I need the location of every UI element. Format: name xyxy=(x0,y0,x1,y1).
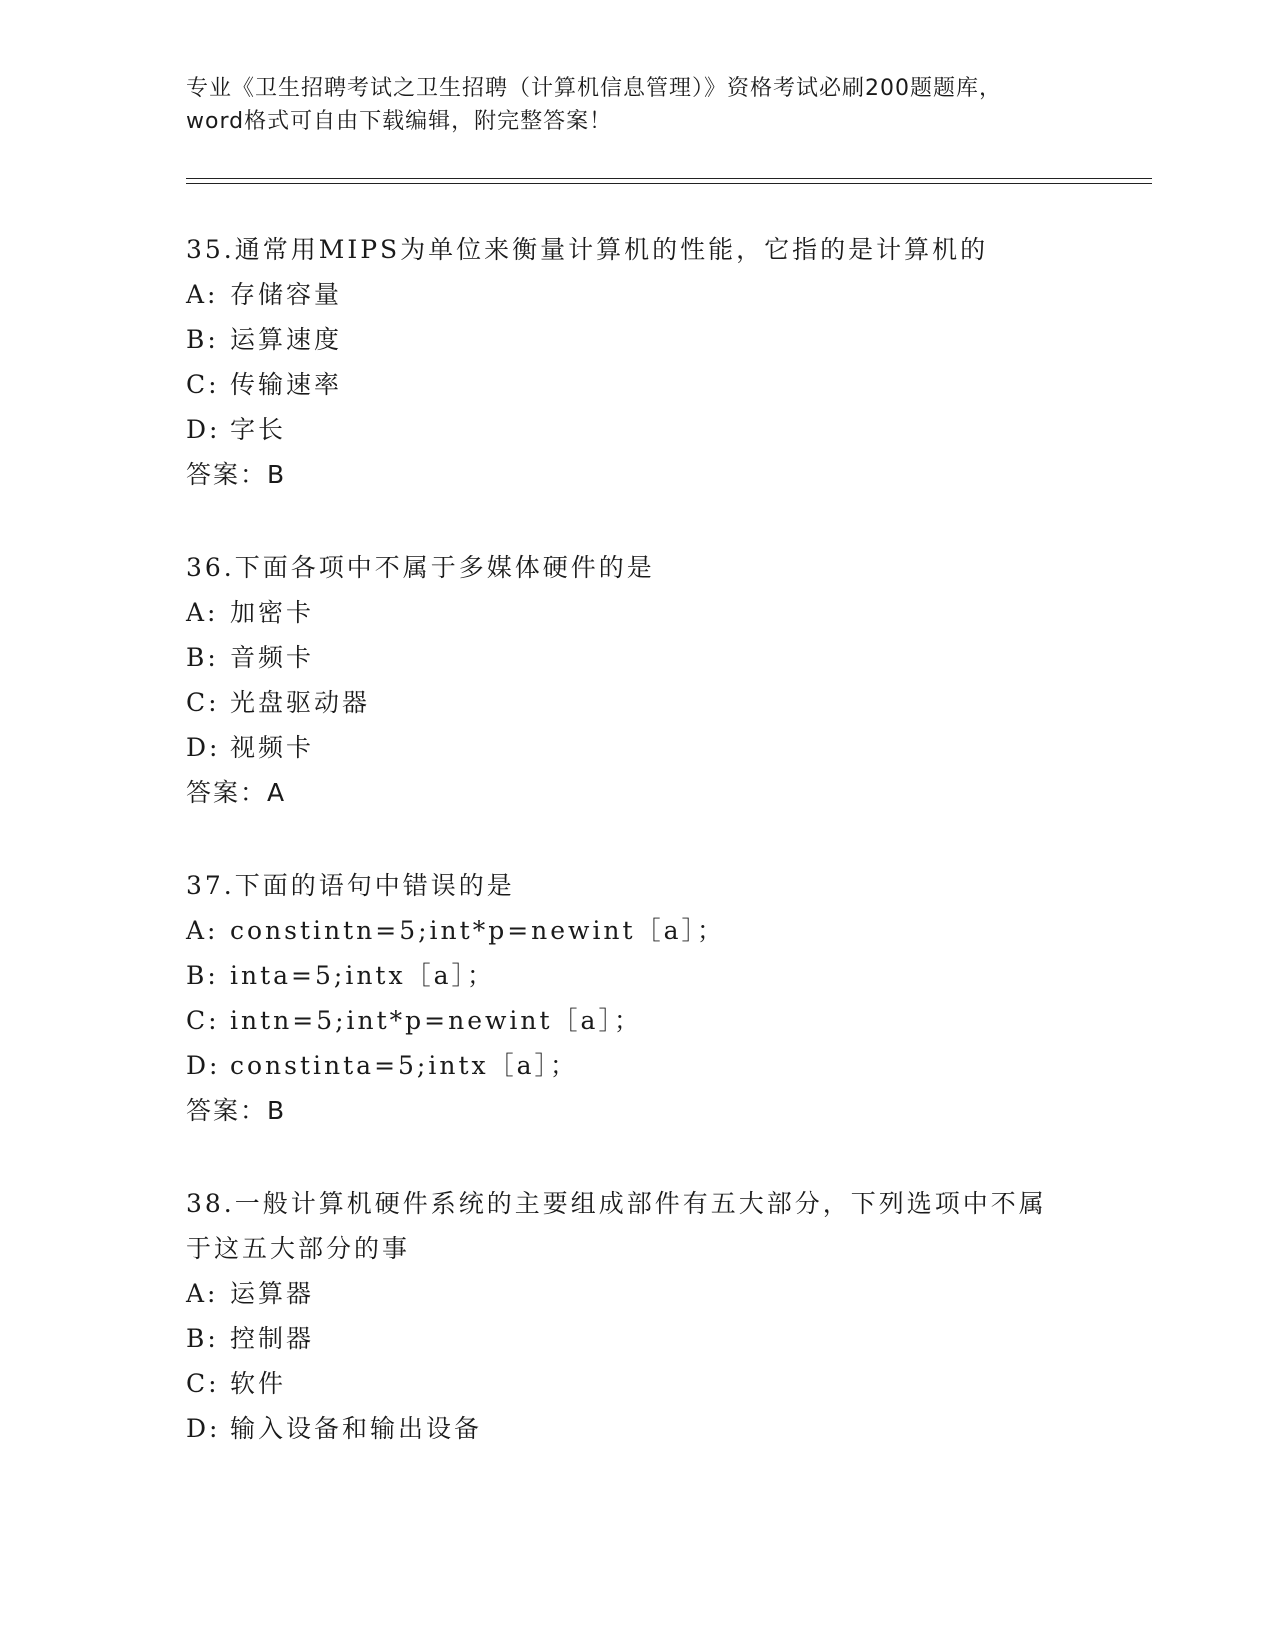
option-key: B: xyxy=(186,961,219,990)
answer-value: A xyxy=(267,778,287,807)
option-c xyxy=(186,1361,1086,1406)
option-text: 控制器 xyxy=(230,1324,315,1353)
option-key: D: xyxy=(186,1051,221,1080)
option-c xyxy=(186,680,1086,725)
option-a xyxy=(186,1271,1086,1316)
question-38 xyxy=(186,1181,1086,1451)
option-text: constinta=5;intx［a］； xyxy=(230,1051,579,1080)
option-text: 存储容量 xyxy=(230,280,343,309)
option-c xyxy=(186,362,1086,407)
answer-line xyxy=(186,1088,1086,1133)
option-a xyxy=(186,908,1086,953)
option-a xyxy=(186,590,1086,635)
header-divider-bottom xyxy=(186,183,1152,184)
option-text: 视频卡 xyxy=(230,733,315,762)
option-key: C: xyxy=(186,1006,220,1035)
answer-label: 答案： xyxy=(186,460,268,489)
option-b xyxy=(186,1316,1086,1361)
option-text: inta=5;intx［a］； xyxy=(230,961,495,990)
header-line-2: word格式可自由下载编辑，附完整答案！ xyxy=(186,109,613,134)
question-stem: 37.下面的语句中错误的是 xyxy=(186,871,515,900)
answer-value: B xyxy=(267,460,287,489)
header-line-1: 专业《卫生招聘考试之卫生招聘（计算机信息管理）》资格考试必刷200题题库， xyxy=(186,76,1002,101)
option-key: B: xyxy=(186,643,219,672)
question-37 xyxy=(186,863,1086,1133)
option-key: B: xyxy=(186,1324,219,1353)
option-c xyxy=(186,998,1086,1043)
option-text: 运算器 xyxy=(230,1279,315,1308)
option-key: D: xyxy=(186,1414,221,1443)
option-key: D: xyxy=(186,733,221,762)
option-key: C: xyxy=(186,1369,220,1398)
option-key: A: xyxy=(186,1279,219,1308)
answer-value: B xyxy=(267,1096,287,1125)
question-36 xyxy=(186,545,1086,815)
option-text: 运算速度 xyxy=(230,325,343,354)
option-key: D: xyxy=(186,415,221,444)
document-header xyxy=(186,72,1086,138)
option-text: 字长 xyxy=(230,415,287,444)
option-key: A: xyxy=(186,598,219,627)
option-key: A: xyxy=(186,916,219,945)
option-text: constintn=5;int*p=newint［a］； xyxy=(230,916,725,945)
option-d xyxy=(186,1406,1086,1451)
answer-line xyxy=(186,452,1086,497)
answer-line xyxy=(186,770,1086,815)
option-d xyxy=(186,725,1086,770)
question-35 xyxy=(186,227,1086,497)
option-text: intn=5;int*p=newint［a］； xyxy=(230,1006,642,1035)
question-stem: 36.下面各项中不属于多媒体硬件的是 xyxy=(186,553,655,582)
answer-label: 答案： xyxy=(186,778,268,807)
option-text: 加密卡 xyxy=(230,598,315,627)
option-b xyxy=(186,953,1086,998)
option-b xyxy=(186,317,1086,362)
question-stem: 38.一般计算机硬件系统的主要组成部件有五大部分，下列选项中不属于这五大部分的事 xyxy=(186,1189,1047,1263)
option-d xyxy=(186,1043,1086,1088)
option-text: 输入设备和输出设备 xyxy=(230,1414,483,1443)
option-key: C: xyxy=(186,688,220,717)
option-d xyxy=(186,407,1086,452)
option-key: C: xyxy=(186,370,220,399)
answer-label: 答案： xyxy=(186,1096,268,1125)
option-text: 软件 xyxy=(230,1369,287,1398)
header-divider-top xyxy=(186,178,1152,179)
option-b xyxy=(186,635,1086,680)
option-text: 传输速率 xyxy=(230,370,343,399)
option-text: 音频卡 xyxy=(230,643,315,672)
question-stem: 35.通常用MIPS为单位来衡量计算机的性能，它指的是计算机的 xyxy=(186,235,989,264)
option-key: A: xyxy=(186,280,219,309)
option-text: 光盘驱动器 xyxy=(230,688,371,717)
option-key: B: xyxy=(186,325,219,354)
option-a xyxy=(186,272,1086,317)
